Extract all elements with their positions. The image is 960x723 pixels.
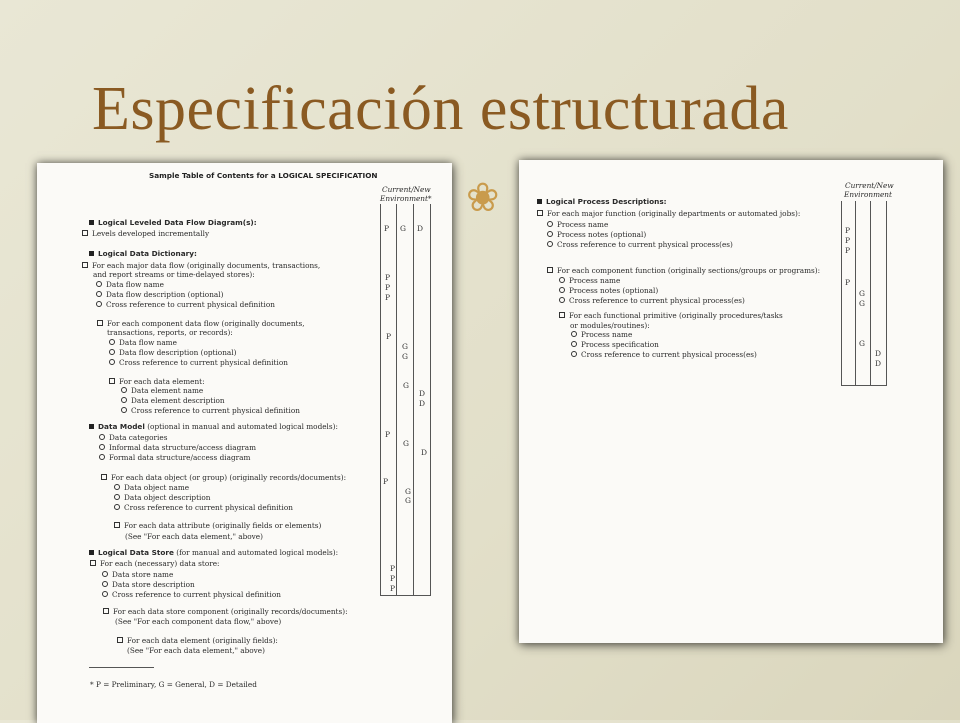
list-item: [571, 351, 757, 358]
list-item: [559, 312, 783, 319]
level-code: P: [383, 477, 389, 486]
footnote: * P = Preliminary, G = General, D = Detailed: [90, 680, 257, 689]
circle-bullet-icon: [102, 571, 108, 577]
column-rule-bottom: [841, 385, 887, 386]
column-rule: [841, 201, 842, 385]
column-rule: [870, 201, 871, 385]
level-code: P: [390, 574, 396, 583]
list-item: [559, 297, 745, 304]
list-item: [114, 484, 189, 491]
item-text: or modules/routines):: [570, 321, 650, 330]
circle-bullet-icon: [121, 407, 127, 413]
list-item: [99, 454, 250, 461]
item-text: Data flow name: [119, 338, 177, 347]
item-text: Logical Leveled Data Flow Diagram(s):: [98, 218, 257, 227]
list-item: [547, 241, 733, 248]
circle-bullet-icon: [121, 397, 127, 403]
item-text: Logical Process Descriptions:: [546, 197, 667, 206]
item-text: Process specification: [581, 340, 659, 349]
level-code: P: [845, 246, 851, 255]
filled-square-bullet-icon: [89, 251, 94, 256]
item-text: (See "For each data element," above): [125, 532, 263, 541]
item-text: Data store description: [112, 580, 195, 589]
checkbox-bullet-icon: [109, 378, 115, 384]
level-code: G: [400, 224, 406, 233]
item-text: Cross reference to current physical process(es): [557, 240, 733, 249]
checkbox-bullet-icon: [547, 267, 553, 273]
filled-square-bullet-icon: [537, 199, 542, 204]
level-code: D: [875, 349, 882, 358]
circle-bullet-icon: [102, 581, 108, 587]
item-text: Cross reference to current physical definition: [131, 406, 300, 415]
level-code: G: [402, 352, 408, 361]
filled-square-bullet-icon: [89, 220, 94, 225]
checkbox-bullet-icon: [537, 210, 543, 216]
section-heading: [89, 250, 197, 257]
list-item: [571, 331, 632, 338]
level-code: P: [845, 236, 851, 245]
item-text: Data flow name: [106, 280, 164, 289]
level-code: D: [417, 224, 424, 233]
column-header-line2: Environment*: [380, 194, 432, 203]
level-code: G: [859, 339, 865, 348]
item-text: Cross reference to current physical definition: [106, 300, 275, 309]
section-heading: [89, 219, 257, 226]
item-text: For each functional primitive (originally procedures/tasks: [569, 311, 783, 320]
checkbox-bullet-icon: [82, 262, 88, 268]
item-text: Cross reference to current physical process(es): [569, 296, 745, 305]
level-code: D: [419, 399, 426, 408]
list-item: [114, 522, 321, 529]
level-code: G: [405, 496, 411, 505]
list-item: [121, 387, 203, 394]
section-heading: [537, 198, 667, 205]
item-text: For each data element (originally fields):: [127, 636, 278, 645]
page-heading: Sample Table of Contents for a LOGICAL SPECIFICATION: [149, 171, 378, 180]
column-header-line2: Environment: [844, 190, 892, 199]
item-text: Logical Data Store: [98, 548, 174, 557]
column-rule-bottom: [380, 595, 431, 596]
circle-bullet-icon: [571, 341, 577, 347]
circle-bullet-icon: [571, 331, 577, 337]
level-code: G: [859, 299, 865, 308]
item-text: Data object name: [124, 483, 190, 492]
section-heading: [89, 423, 338, 430]
column-rule: [855, 201, 856, 385]
column-rule: [396, 204, 397, 595]
list-item: [102, 571, 173, 578]
item-text: Cross reference to current physical definition: [124, 503, 293, 512]
circle-bullet-icon: [114, 504, 120, 510]
list-item: [107, 329, 233, 336]
list-item: [127, 647, 265, 654]
list-item: [96, 301, 275, 308]
circle-bullet-icon: [547, 231, 553, 237]
list-item: [117, 637, 278, 644]
level-code: P: [390, 564, 396, 573]
level-code: P: [390, 584, 396, 593]
checkbox-bullet-icon: [90, 560, 96, 566]
list-item: [82, 230, 209, 237]
circle-bullet-icon: [99, 434, 105, 440]
slide-title: Especificación estructurada: [92, 75, 789, 143]
circle-bullet-icon: [559, 287, 565, 293]
column-rule: [380, 204, 381, 595]
circle-bullet-icon: [99, 444, 105, 450]
item-text: (See "For each component data flow," above): [115, 617, 282, 626]
level-code: G: [859, 289, 865, 298]
level-code: G: [403, 381, 409, 390]
list-item: [82, 262, 320, 269]
item-text: For each major data flow (originally documents, transactions,: [92, 261, 321, 270]
item-text: Process name: [557, 220, 609, 229]
checkbox-bullet-icon: [103, 608, 109, 614]
list-item: [114, 504, 293, 511]
level-code: G: [402, 342, 408, 351]
list-item: [547, 221, 608, 228]
list-item: [99, 444, 256, 451]
checkbox-bullet-icon: [559, 312, 565, 318]
circle-bullet-icon: [559, 277, 565, 283]
item-text: Data Model: [98, 422, 145, 431]
item-text: Cross reference to current physical process(es): [581, 350, 757, 359]
level-code: P: [384, 224, 390, 233]
item-note: (optional in manual and automated logical models):: [144, 422, 338, 431]
circle-bullet-icon: [109, 339, 115, 345]
circle-bullet-icon: [559, 297, 565, 303]
circle-bullet-icon: [547, 221, 553, 227]
item-text: Data object description: [124, 493, 211, 502]
section-heading: [89, 549, 338, 556]
filled-square-bullet-icon: [89, 550, 94, 555]
list-item: [109, 349, 236, 356]
level-code: D: [421, 448, 428, 457]
checkbox-bullet-icon: [117, 637, 123, 643]
item-text: Process name: [569, 276, 621, 285]
level-code: G: [405, 487, 411, 496]
list-item: [96, 281, 164, 288]
list-item: [103, 608, 348, 615]
item-text: Process notes (optional): [557, 230, 647, 239]
list-item: [90, 560, 219, 567]
list-item: [102, 581, 195, 588]
item-text: Data element description: [131, 396, 225, 405]
list-item: [93, 271, 255, 278]
item-note: (for manual and automated logical models):: [173, 548, 339, 557]
item-text: For each data object (or group) (originally records/documents):: [111, 473, 347, 482]
item-text: Process notes (optional): [569, 286, 659, 295]
list-item: [559, 287, 658, 294]
level-code: P: [385, 283, 391, 292]
checkbox-bullet-icon: [82, 230, 88, 236]
list-item: [571, 341, 659, 348]
circle-bullet-icon: [571, 351, 577, 357]
item-text: Levels developed incrementally: [92, 229, 210, 238]
left-document-page: [37, 163, 452, 723]
item-text: For each component function (originally sections/groups or programs):: [557, 266, 821, 275]
list-item: [97, 320, 305, 327]
list-item: [547, 231, 646, 238]
list-item: [125, 533, 263, 540]
list-item: [537, 210, 800, 217]
filled-square-bullet-icon: [89, 424, 94, 429]
level-code: P: [385, 273, 391, 282]
item-text: For each (necessary) data store:: [100, 559, 220, 568]
list-item: [109, 339, 177, 346]
circle-bullet-icon: [109, 349, 115, 355]
item-text: Data element name: [131, 386, 204, 395]
item-text: Formal data structure/access diagram: [109, 453, 251, 462]
circle-bullet-icon: [547, 241, 553, 247]
fleur-bullet-icon: ❀: [466, 175, 500, 221]
circle-bullet-icon: [109, 359, 115, 365]
list-item: [570, 322, 650, 329]
item-text: Data flow description (optional): [106, 290, 224, 299]
checkbox-bullet-icon: [101, 474, 107, 480]
item-text: Informal data structure/access diagram: [109, 443, 256, 452]
item-text: Data categories: [109, 433, 168, 442]
right-document-page: [519, 160, 943, 643]
list-item: [99, 434, 167, 441]
circle-bullet-icon: [114, 494, 120, 500]
circle-bullet-icon: [102, 591, 108, 597]
level-code: P: [386, 332, 392, 341]
column-header-line1: Current/New: [382, 185, 431, 194]
level-code: P: [385, 430, 391, 439]
checkbox-bullet-icon: [114, 522, 120, 528]
circle-bullet-icon: [99, 454, 105, 460]
item-text: and report streams or time-delayed stores):: [93, 270, 255, 279]
level-code: P: [845, 278, 851, 287]
column-rule: [413, 204, 414, 595]
level-code: G: [403, 439, 409, 448]
item-text: Data flow description (optional): [119, 348, 237, 357]
circle-bullet-icon: [96, 291, 102, 297]
list-item: [121, 397, 225, 404]
item-text: transactions, reports, or records):: [107, 328, 233, 337]
level-code: D: [419, 389, 426, 398]
column-rule: [430, 204, 431, 595]
circle-bullet-icon: [121, 387, 127, 393]
list-item: [547, 267, 820, 274]
item-text: Logical Data Dictionary:: [98, 249, 197, 258]
item-text: Data store name: [112, 570, 174, 579]
item-text: For each component data flow (originally documents,: [107, 319, 305, 328]
level-code: P: [845, 226, 851, 235]
item-text: Process name: [581, 330, 633, 339]
list-item: [102, 591, 281, 598]
circle-bullet-icon: [96, 281, 102, 287]
list-item: [109, 378, 205, 385]
level-code: P: [385, 293, 391, 302]
column-rule: [886, 201, 887, 385]
circle-bullet-icon: [96, 301, 102, 307]
list-item: [101, 474, 346, 481]
list-item: [115, 618, 281, 625]
item-text: Cross reference to current physical definition: [119, 358, 288, 367]
column-header-line1: Current/New: [845, 181, 894, 190]
list-item: [121, 407, 300, 414]
circle-bullet-icon: [114, 484, 120, 490]
list-item: [114, 494, 210, 501]
list-item: [559, 277, 620, 284]
item-text: For each major function (originally departments or automated jobs):: [547, 209, 801, 218]
item-text: For each data attribute (originally fields or elements): [124, 521, 322, 530]
item-text: For each data element:: [119, 377, 205, 386]
item-text: Cross reference to current physical definition: [112, 590, 281, 599]
level-code: D: [875, 359, 882, 368]
footnote-rule: [89, 667, 154, 668]
list-item: [96, 291, 223, 298]
checkbox-bullet-icon: [97, 320, 103, 326]
item-text: For each data store component (originally records/documents):: [113, 607, 348, 616]
item-text: (See "For each data element," above): [127, 646, 265, 655]
list-item: [109, 359, 288, 366]
